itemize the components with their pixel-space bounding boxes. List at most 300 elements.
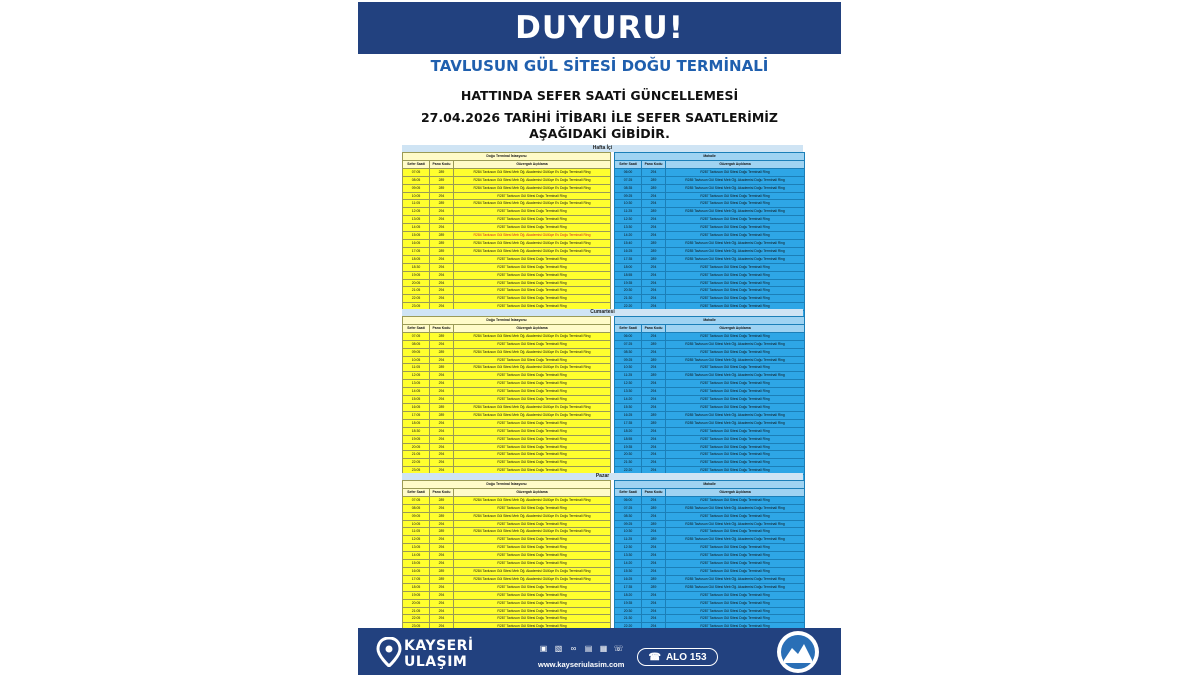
pano-code: 294 (642, 364, 666, 372)
car-icon: ▤ (584, 644, 593, 653)
pano-code: 289 (430, 247, 454, 255)
route-description: R287 Tavlusun Gül Sitesi Doğu Terminali Ring (454, 504, 611, 512)
departure-time: 12:05 (403, 536, 430, 544)
route-description: R284 Tavlusun Gül Sitesi Meb Öğ. Akademisi Güllüçe Ev Doğu Terminali Ring (454, 332, 611, 340)
pano-code: 289 (642, 575, 666, 583)
col-header-pano-kodu: Pano Kodu (430, 324, 454, 332)
pano-code: 294 (642, 192, 666, 200)
route-description: R287 Tavlusun Gül Sitesi Doğu Terminali Ring (454, 536, 611, 544)
departure-time: 16:05 (403, 239, 430, 247)
pano-code: 294 (430, 380, 454, 388)
table-row (403, 419, 611, 427)
route-description: R284 Tavlusun Gül Sitesi Meb Öğ. Akademisi Güllüçe Ev Doğu Terminali Ring (454, 184, 611, 192)
route-description: R287 Tavlusun Gül Sitesi Doğu Terminali Ring (666, 271, 805, 279)
departure-time: 06:00 (615, 168, 642, 176)
table-row (615, 496, 805, 504)
route-description: R287 Tavlusun Gül Sitesi Doğu Terminali Ring (666, 496, 805, 504)
route-description: R285 Tavlusun Gül Sitesi Meb Öğ. Akademisi Doğu Terminali Ring (666, 356, 805, 364)
pano-code: 289 (430, 232, 454, 240)
route-description: R285 Tavlusun Gül Sitesi Meb Öğ. Akademisi Doğu Terminali Ring (666, 255, 805, 263)
table-row (615, 528, 805, 536)
departure-time: 17:05 (403, 575, 430, 583)
route-description: R285 Tavlusun Gül Sitesi Meb Öğ. Akademisi Doğu Terminali Ring (666, 583, 805, 591)
route-description: R287 Tavlusun Gül Sitesi Doğu Terminali Ring (454, 192, 611, 200)
col-header-guzergah: Güzergah Açıklama (454, 488, 611, 496)
departure-time: 16:05 (403, 403, 430, 411)
departure-time: 10:30 (615, 200, 642, 208)
brand-name-line2: ULAŞIM (404, 654, 468, 670)
departure-time: 14:20 (615, 560, 642, 568)
bike-icon: ∞ (570, 644, 577, 653)
route-description: R284 Tavlusun Gül Sitesi Meb Öğ. Akademisi Güllüçe Ev Doğu Terminali Ring (454, 567, 611, 575)
departure-time: 22:20 (615, 303, 642, 311)
departure-time: 15:05 (403, 232, 430, 240)
pano-code: 294 (430, 427, 454, 435)
route-description: R287 Tavlusun Gül Sitesi Doğu Terminali Ring (454, 607, 611, 615)
table-row (615, 451, 805, 459)
neighborhood-departures-table (614, 152, 805, 319)
pano-code: 294 (642, 396, 666, 404)
col-header-guzergah: Güzergah Açıklama (666, 488, 805, 496)
col-header-sefer-saati: Sefer Saati (615, 160, 642, 168)
departure-time: 19:35 (615, 279, 642, 287)
pano-code: 289 (642, 255, 666, 263)
table-row (403, 184, 611, 192)
table-row (403, 504, 611, 512)
table-row (615, 255, 805, 263)
table-row (403, 427, 611, 435)
pano-code: 294 (430, 623, 454, 631)
departure-time: 11:25 (615, 208, 642, 216)
pano-code: 294 (642, 599, 666, 607)
section-title: Pazar (402, 473, 803, 480)
route-description: R287 Tavlusun Gül Sitesi Doğu Terminali Ring (454, 615, 611, 623)
departure-time: 15:30 (615, 567, 642, 575)
table-station-title: Doğu Terminal İstasyonu (403, 317, 611, 325)
col-header-guzergah: Güzergah Açıklama (454, 324, 611, 332)
pano-code: 294 (430, 504, 454, 512)
departure-time: 23:05 (403, 467, 430, 475)
pano-code: 294 (430, 435, 454, 443)
table-row (615, 520, 805, 528)
departure-time: 07:05 (403, 332, 430, 340)
website-link[interactable]: www.kayseriulasim.com (538, 660, 625, 669)
section-title: Hafta İçi (402, 145, 803, 152)
pano-code: 294 (642, 224, 666, 232)
departure-time: 11:05 (403, 528, 430, 536)
terminal-departures-table (402, 480, 611, 639)
table-row (403, 615, 611, 623)
table-row (615, 372, 805, 380)
route-description: R287 Tavlusun Gül Sitesi Doğu Terminali Ring (454, 287, 611, 295)
table-row (615, 388, 805, 396)
route-description: R287 Tavlusun Gül Sitesi Doğu Terminali Ring (666, 232, 805, 240)
brand-name-line1: KAYSERİ (404, 638, 474, 654)
departure-time: 10:30 (615, 528, 642, 536)
table-row (615, 427, 805, 435)
pano-code: 294 (642, 512, 666, 520)
schedule-section (402, 309, 803, 483)
route-description: R284 Tavlusun Gül Sitesi Meb Öğ. Akademisi Güllüçe Ev Doğu Terminali Ring (454, 247, 611, 255)
pano-code: 294 (430, 192, 454, 200)
table-row (615, 356, 805, 364)
route-description: R287 Tavlusun Gül Sitesi Doğu Terminali Ring (666, 615, 805, 623)
table-row (403, 279, 611, 287)
route-description: R285 Tavlusun Gül Sitesi Meb Öğ. Akademisi Doğu Terminali Ring (666, 239, 805, 247)
col-header-sefer-saati: Sefer Saati (403, 324, 430, 332)
route-description: R284 Tavlusun Gül Sitesi Meb Öğ. Akademisi Güllüçe Ev Doğu Terminali Ring (454, 348, 611, 356)
pano-code: 294 (642, 388, 666, 396)
phone-icon: ☎ (648, 651, 661, 663)
route-description: R287 Tavlusun Gül Sitesi Doğu Terminali Ring (666, 599, 805, 607)
route-description: R287 Tavlusun Gül Sitesi Doğu Terminali Ring (454, 552, 611, 560)
table-row (403, 520, 611, 528)
pano-code: 289 (430, 575, 454, 583)
departure-time: 20:05 (403, 443, 430, 451)
departure-time: 17:35 (615, 419, 642, 427)
route-description: R287 Tavlusun Gül Sitesi Doğu Terminali Ring (666, 364, 805, 372)
departure-time: 18:20 (615, 427, 642, 435)
departure-time: 13:05 (403, 380, 430, 388)
table-row (403, 332, 611, 340)
departure-time: 16:25 (615, 247, 642, 255)
table-row (615, 599, 805, 607)
departure-time: 08:05 (403, 504, 430, 512)
table-row (403, 411, 611, 419)
departure-time: 23:05 (403, 623, 430, 631)
pano-code: 294 (642, 403, 666, 411)
departure-time: 07:05 (403, 168, 430, 176)
table-row (403, 192, 611, 200)
col-header-pano-kodu: Pano Kodu (642, 488, 666, 496)
pano-code: 289 (430, 528, 454, 536)
departure-time: 07:25 (615, 504, 642, 512)
pano-code: 294 (430, 467, 454, 475)
pano-code: 294 (430, 271, 454, 279)
route-description: R284 Tavlusun Gül Sitesi Meb Öğ. Akademisi Güllüçe Ev Doğu Terminali Ring (454, 200, 611, 208)
terminal-departures-table (402, 152, 611, 319)
route-description: R287 Tavlusun Gül Sitesi Doğu Terminali Ring (666, 348, 805, 356)
departure-time: 18:55 (615, 435, 642, 443)
col-header-guzergah: Güzergah Açıklama (666, 160, 805, 168)
departure-time: 11:05 (403, 364, 430, 372)
pano-code: 294 (430, 552, 454, 560)
pano-code: 294 (430, 303, 454, 311)
departure-time: 16:25 (615, 411, 642, 419)
pano-code: 294 (642, 560, 666, 568)
table-row (403, 208, 611, 216)
pano-code: 294 (430, 443, 454, 451)
route-description: R287 Tavlusun Gül Sitesi Doğu Terminali Ring (666, 168, 805, 176)
route-description: R287 Tavlusun Gül Sitesi Doğu Terminali Ring (666, 607, 805, 615)
departure-time: 09:25 (615, 192, 642, 200)
table-row (403, 583, 611, 591)
pano-code: 289 (430, 512, 454, 520)
pano-code: 289 (430, 567, 454, 575)
departure-time: 18:30 (403, 427, 430, 435)
route-description: R287 Tavlusun Gül Sitesi Doğu Terminali Ring (666, 192, 805, 200)
departure-time: 18:00 (615, 263, 642, 271)
table-row (403, 356, 611, 364)
table-row (403, 168, 611, 176)
departure-time: 20:30 (615, 451, 642, 459)
pano-code: 294 (430, 583, 454, 591)
table-row (615, 176, 805, 184)
table-row (615, 279, 805, 287)
col-header-sefer-saati: Sefer Saati (615, 488, 642, 496)
table-row (615, 512, 805, 520)
col-header-pano-kodu: Pano Kodu (642, 324, 666, 332)
route-description: R285 Tavlusun Gül Sitesi Meb Öğ. Akademisi Doğu Terminali Ring (666, 184, 805, 192)
route-description: R287 Tavlusun Gül Sitesi Doğu Terminali Ring (454, 544, 611, 552)
table-row (615, 200, 805, 208)
route-description: R287 Tavlusun Gül Sitesi Doğu Terminali Ring (666, 224, 805, 232)
pano-code: 294 (430, 615, 454, 623)
schedule-section (402, 473, 803, 639)
pano-code: 294 (430, 216, 454, 224)
pano-code: 294 (430, 419, 454, 427)
route-description: R287 Tavlusun Gül Sitesi Doğu Terminali Ring (666, 623, 805, 631)
col-header-pano-kodu: Pano Kodu (430, 488, 454, 496)
pano-code: 294 (430, 263, 454, 271)
departure-time: 15:30 (615, 403, 642, 411)
pano-code: 294 (642, 295, 666, 303)
departure-time: 07:05 (403, 496, 430, 504)
table-row (403, 575, 611, 583)
table-row (615, 615, 805, 623)
route-description: R287 Tavlusun Gül Sitesi Doğu Terminali Ring (454, 303, 611, 311)
departure-time: 16:05 (403, 567, 430, 575)
table-row (615, 419, 805, 427)
table-row (615, 168, 805, 176)
pano-code: 294 (430, 279, 454, 287)
pano-code: 294 (642, 451, 666, 459)
pano-code: 289 (430, 403, 454, 411)
pano-code: 294 (642, 467, 666, 475)
table-row (615, 239, 805, 247)
departure-time: 08:30 (615, 512, 642, 520)
route-description: R285 Tavlusun Gül Sitesi Meb Öğ. Akademisi Doğu Terminali Ring (666, 504, 805, 512)
table-row (615, 560, 805, 568)
departure-time: 06:00 (615, 496, 642, 504)
pano-code: 289 (430, 200, 454, 208)
departure-time: 06:00 (615, 332, 642, 340)
taxi-icon: ▦ (599, 644, 608, 653)
table-row (403, 443, 611, 451)
route-description: R285 Tavlusun Gül Sitesi Meb Öğ. Akademisi Doğu Terminali Ring (666, 520, 805, 528)
departure-time: 10:05 (403, 356, 430, 364)
route-description: R285 Tavlusun Gül Sitesi Meb Öğ. Akademisi Doğu Terminali Ring (666, 340, 805, 348)
route-description: R287 Tavlusun Gül Sitesi Doğu Terminali Ring (454, 591, 611, 599)
route-description: R285 Tavlusun Gül Sitesi Meb Öğ. Akademisi Doğu Terminali Ring (666, 176, 805, 184)
section-title: Cumartesi (402, 309, 803, 316)
pano-code: 289 (642, 520, 666, 528)
route-description: R287 Tavlusun Gül Sitesi Doğu Terminali Ring (454, 372, 611, 380)
route-description: R287 Tavlusun Gül Sitesi Doğu Terminali Ring (666, 388, 805, 396)
pano-code: 294 (430, 607, 454, 615)
pano-code: 289 (642, 411, 666, 419)
pano-code: 289 (642, 504, 666, 512)
terminal-departures-table (402, 316, 611, 483)
pano-code: 294 (430, 287, 454, 295)
table-row (403, 599, 611, 607)
table-row (615, 396, 805, 404)
table-row (403, 216, 611, 224)
departure-time: 14:05 (403, 552, 430, 560)
table-row (615, 287, 805, 295)
route-description: R287 Tavlusun Gül Sitesi Doğu Terminali Ring (454, 467, 611, 475)
departure-time: 13:05 (403, 216, 430, 224)
departure-time: 08:35 (615, 184, 642, 192)
route-description: R287 Tavlusun Gül Sitesi Doğu Terminali Ring (666, 443, 805, 451)
pano-code: 294 (642, 591, 666, 599)
route-description: R287 Tavlusun Gül Sitesi Doğu Terminali Ring (666, 512, 805, 520)
pano-code: 289 (642, 184, 666, 192)
route-description: R285 Tavlusun Gül Sitesi Meb Öğ. Akademisi Doğu Terminali Ring (666, 419, 805, 427)
route-description: R285 Tavlusun Gül Sitesi Meb Öğ. Akademisi Doğu Terminali Ring (666, 536, 805, 544)
route-description: R284 Tavlusun Gül Sitesi Meb Öğ. Akademisi Güllüçe Ev Doğu Terminali Ring (454, 364, 611, 372)
route-description: R285 Tavlusun Gül Sitesi Meb Öğ. Akademisi Doğu Terminali Ring (666, 372, 805, 380)
route-description: R287 Tavlusun Gül Sitesi Doğu Terminali Ring (666, 528, 805, 536)
route-description: R287 Tavlusun Gül Sitesi Doğu Terminali Ring (454, 388, 611, 396)
route-description: R287 Tavlusun Gül Sitesi Doğu Terminali Ring (454, 263, 611, 271)
table-row (615, 591, 805, 599)
pano-code: 294 (642, 287, 666, 295)
pano-code: 289 (430, 184, 454, 192)
pano-code: 294 (642, 544, 666, 552)
table-row (403, 372, 611, 380)
table-row (615, 263, 805, 271)
pano-code: 294 (642, 427, 666, 435)
pano-code: 294 (642, 271, 666, 279)
table-row (615, 435, 805, 443)
pano-code: 294 (430, 599, 454, 607)
route-description: R287 Tavlusun Gül Sitesi Doğu Terminali Ring (454, 623, 611, 631)
departure-time: 22:20 (615, 623, 642, 631)
departure-time: 11:25 (615, 536, 642, 544)
departure-time: 14:05 (403, 224, 430, 232)
departure-time: 09:25 (615, 520, 642, 528)
route-description: R284 Tavlusun Gül Sitesi Meb Öğ. Akademisi Güllüçe Ev Doğu Terminali Ring (454, 411, 611, 419)
departure-time: 13:05 (403, 544, 430, 552)
route-description: R287 Tavlusun Gül Sitesi Doğu Terminali Ring (666, 567, 805, 575)
pano-code: 294 (430, 208, 454, 216)
table-row (615, 536, 805, 544)
departure-time: 07:25 (615, 340, 642, 348)
pano-code: 294 (642, 459, 666, 467)
departure-time: 07:25 (615, 176, 642, 184)
table-row (403, 287, 611, 295)
table-row (615, 232, 805, 240)
route-description: R287 Tavlusun Gül Sitesi Doğu Terminali Ring (666, 544, 805, 552)
transport-icons (538, 644, 628, 656)
neighborhood-departures-table (614, 480, 805, 639)
departure-time: 14:05 (403, 388, 430, 396)
table-row (615, 332, 805, 340)
pano-code: 289 (430, 496, 454, 504)
table-row (403, 295, 611, 303)
departure-time: 14:20 (615, 396, 642, 404)
pano-code: 289 (430, 364, 454, 372)
pano-code: 294 (642, 435, 666, 443)
departure-time: 20:05 (403, 599, 430, 607)
route-description: R285 Tavlusun Gül Sitesi Meb Öğ. Akademisi Doğu Terminali Ring (666, 208, 805, 216)
route-description: R287 Tavlusun Gül Sitesi Doğu Terminali Ring (454, 380, 611, 388)
departure-time: 10:05 (403, 520, 430, 528)
departure-time: 16:25 (615, 575, 642, 583)
location-pin-icon (376, 637, 402, 667)
table-row (615, 380, 805, 388)
table-row (615, 295, 805, 303)
route-description: R287 Tavlusun Gül Sitesi Doğu Terminali Ring (666, 552, 805, 560)
table-row (403, 176, 611, 184)
schedule-section (402, 145, 803, 319)
table-row (615, 224, 805, 232)
pano-code: 294 (642, 303, 666, 311)
departure-time: 09:05 (403, 348, 430, 356)
route-description: R287 Tavlusun Gül Sitesi Doğu Terminali Ring (454, 396, 611, 404)
route-description: R285 Tavlusun Gül Sitesi Meb Öğ. Akademisi Doğu Terminali Ring (666, 411, 805, 419)
departure-time: 23:05 (403, 303, 430, 311)
table-row (403, 364, 611, 372)
pano-code: 294 (642, 279, 666, 287)
departure-time: 19:05 (403, 271, 430, 279)
departure-time: 15:05 (403, 560, 430, 568)
col-header-sefer-saati: Sefer Saati (403, 160, 430, 168)
pano-code: 289 (642, 583, 666, 591)
pano-code: 294 (642, 552, 666, 560)
route-description: R287 Tavlusun Gül Sitesi Doğu Terminali Ring (666, 279, 805, 287)
col-header-guzergah: Güzergah Açıklama (454, 160, 611, 168)
pano-code: 294 (430, 396, 454, 404)
departure-time: 13:30 (615, 224, 642, 232)
pano-code: 294 (430, 372, 454, 380)
route-description: R284 Tavlusun Gül Sitesi Meb Öğ. Akademisi Güllüçe Ev Doğu Terminali Ring (454, 168, 611, 176)
departure-time: 21:30 (615, 459, 642, 467)
route-description: R287 Tavlusun Gül Sitesi Doğu Terminali Ring (454, 599, 611, 607)
pano-code: 294 (642, 607, 666, 615)
route-description: R287 Tavlusun Gül Sitesi Doğu Terminali Ring (454, 216, 611, 224)
table-row (615, 216, 805, 224)
departure-time: 18:05 (403, 419, 430, 427)
table-row (403, 560, 611, 568)
pano-code: 294 (430, 520, 454, 528)
departure-time: 08:05 (403, 176, 430, 184)
alo-hotline[interactable] (637, 648, 718, 666)
table-row (403, 451, 611, 459)
table-row (615, 443, 805, 451)
table-row (615, 583, 805, 591)
pano-code: 289 (642, 247, 666, 255)
table-row (403, 239, 611, 247)
table-row (403, 340, 611, 348)
pano-code: 294 (642, 567, 666, 575)
route-description: R287 Tavlusun Gül Sitesi Doğu Terminali Ring (454, 255, 611, 263)
pano-code: 289 (642, 536, 666, 544)
footer-bar (358, 628, 841, 675)
pano-code: 289 (430, 332, 454, 340)
route-description: R287 Tavlusun Gül Sitesi Doğu Terminali Ring (454, 560, 611, 568)
departure-time: 18:55 (615, 271, 642, 279)
table-row (403, 263, 611, 271)
route-description: R287 Tavlusun Gül Sitesi Doğu Terminali Ring (454, 340, 611, 348)
pano-code: 289 (642, 340, 666, 348)
pano-code: 289 (642, 372, 666, 380)
route-description: R284 Tavlusun Gül Sitesi Meb Öğ. Akademisi Güllüçe Ev Doğu Terminali Ring (454, 496, 611, 504)
departure-time: 19:05 (403, 591, 430, 599)
tram-icon: ▧ (554, 644, 563, 653)
departure-time: 15:05 (403, 396, 430, 404)
